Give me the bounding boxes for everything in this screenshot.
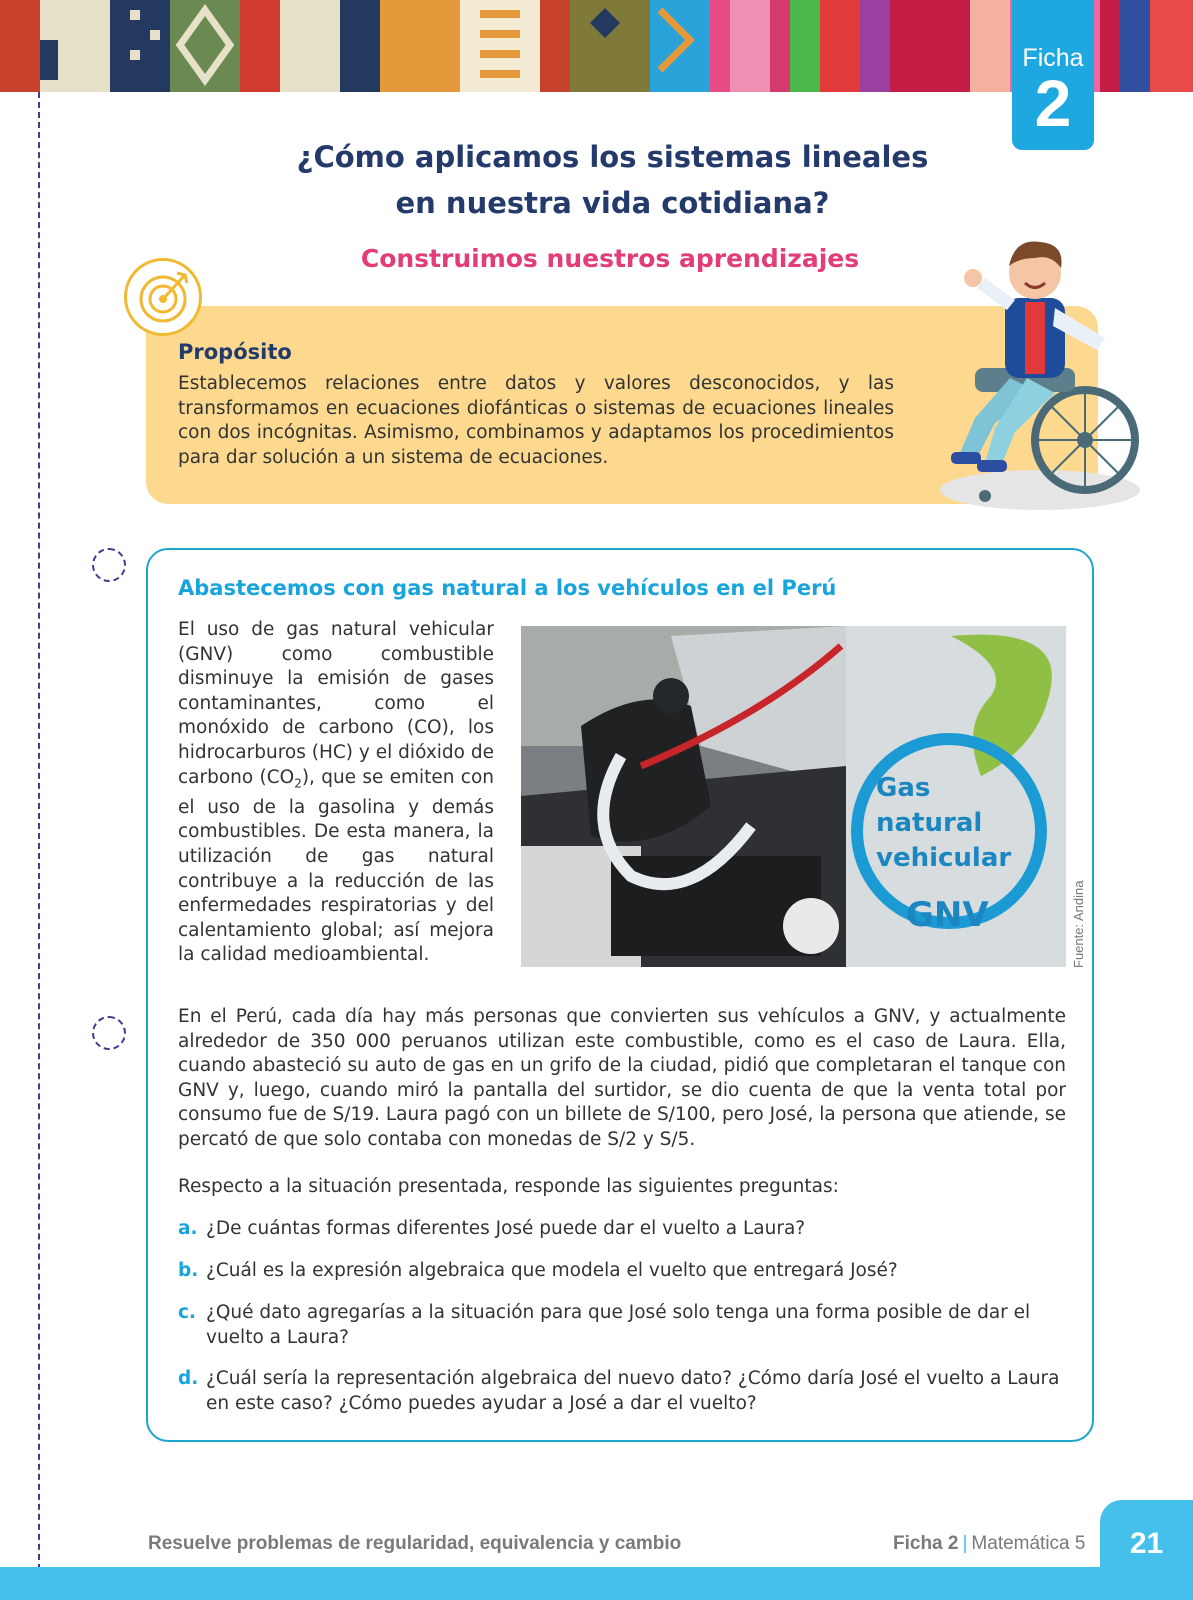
purpose-heading: Propósito — [178, 340, 292, 364]
intro-text-start: El uso de gas natural vehicular (GNV) como combustible disminuye la emisión de gases contaminantes, como el monóxido de carbono (CO), los hidrocarburos (HC) y el dióxido de carbono (CO — [178, 619, 494, 788]
intro-text-end: ), que se emiten con el uso de la gasolina y demás combustibles. De esta manera, la utilización de gas natural contribuye a la reducción de las enfermedades respiratorias y del calentamiento global; así mejora la calidad medioambiental. — [178, 766, 494, 966]
footer-bar — [0, 1567, 1193, 1600]
question-text: ¿Qué dato agregarías a la situación para que José solo tenga una forma posible de dar el vuelto a Laura? — [206, 1302, 1031, 1348]
footer-subject: Matemática 5 — [971, 1533, 1086, 1554]
purpose-text: Establecemos relaciones entre datos y valores desconocidos, y las transformamos en ecuaciones diofánticas o sistemas de ecuaciones lineales con dos incógnitas. Asimismo, combinamos y adaptamos los procedimientos para dar solución a un sistema de ecuaciones. — [178, 373, 894, 468]
question-b — [178, 1259, 1066, 1284]
question-letter: d. — [178, 1368, 199, 1389]
photo-text-4: GNV — [906, 895, 989, 935]
ficha-label: Ficha — [1022, 44, 1084, 72]
footer-competency: Resuelve problemas de regularidad, equivalencia y cambio — [148, 1533, 682, 1554]
footer-ficha: Ficha 2 — [893, 1533, 959, 1554]
question-letter: a. — [178, 1218, 198, 1239]
footer-separator: | — [962, 1533, 968, 1554]
page-title-line-2: en nuestra vida cotidiana? — [395, 186, 830, 220]
punch-hole-marker — [92, 548, 126, 582]
photo-text-2: natural — [876, 808, 983, 838]
questions-prompt: Respecto a la situación presentada, responde las siguientes preguntas: — [178, 1176, 839, 1197]
wheelchair-student-illustration — [915, 228, 1145, 520]
activity-heading: Abastecemos con gas natural a los vehículos en el Perú — [178, 576, 837, 600]
page-title — [240, 134, 985, 226]
ficha-number: 2 — [1034, 66, 1072, 140]
punch-hole-marker — [92, 1016, 126, 1050]
question-text: ¿Cuál sería la representación algebraica del nuevo dato? ¿Cómo daría José el vuelto a Laura en este caso? ¿Cómo puedes ayudar a José a dar el vuelto? — [206, 1368, 1060, 1414]
photo-text-3: vehicular — [876, 843, 1012, 873]
footer-ficha-info — [893, 1533, 1085, 1555]
question-d — [178, 1367, 1066, 1416]
question-a — [178, 1217, 1066, 1242]
question-letter: b. — [178, 1260, 199, 1281]
target-icon — [124, 258, 202, 336]
page-title-line-1: ¿Cómo aplicamos los sistemas lineales — [296, 140, 929, 174]
question-letter: c. — [178, 1302, 196, 1323]
gnv-refuel-photo — [521, 626, 1066, 967]
question-text: ¿De cuántas formas diferentes José puede dar el vuelto a Laura? — [206, 1218, 806, 1239]
binding-dashed-line — [38, 92, 40, 1600]
question-c — [178, 1301, 1066, 1350]
question-text: ¿Cuál es la expresión algebraica que modela el vuelto que entregará José? — [206, 1260, 898, 1281]
photo-source-credit: Fuente: Andina — [1071, 880, 1086, 968]
co2-subscript: 2 — [294, 776, 302, 791]
intro-paragraph — [178, 618, 494, 968]
page-number: 21 — [1129, 1527, 1164, 1560]
section-title: Construimos nuestros aprendizajes — [360, 244, 860, 273]
ficha-badge — [1012, 0, 1094, 150]
photo-text-1: Gas — [876, 773, 931, 803]
situation-paragraph: En el Perú, cada día hay más personas que convierten sus vehículos a GNV, y actualmente alrededor de 350 000 peruanos utilizan este combustible, como es el caso de Laura. Ella, cuando abasteció su auto de gas en un grifo de la ciudad, pidió que completaran el tanque con GNV y, luego, cuando miró la pantalla del surtidor, se dio cuenta de que la venta total por consumo fue de S/19. Laura pagó con un billete de S/100, pero José, la persona que atiende, se percató de que solo contaba con monedas de S/2 y S/5. — [178, 1006, 1066, 1150]
